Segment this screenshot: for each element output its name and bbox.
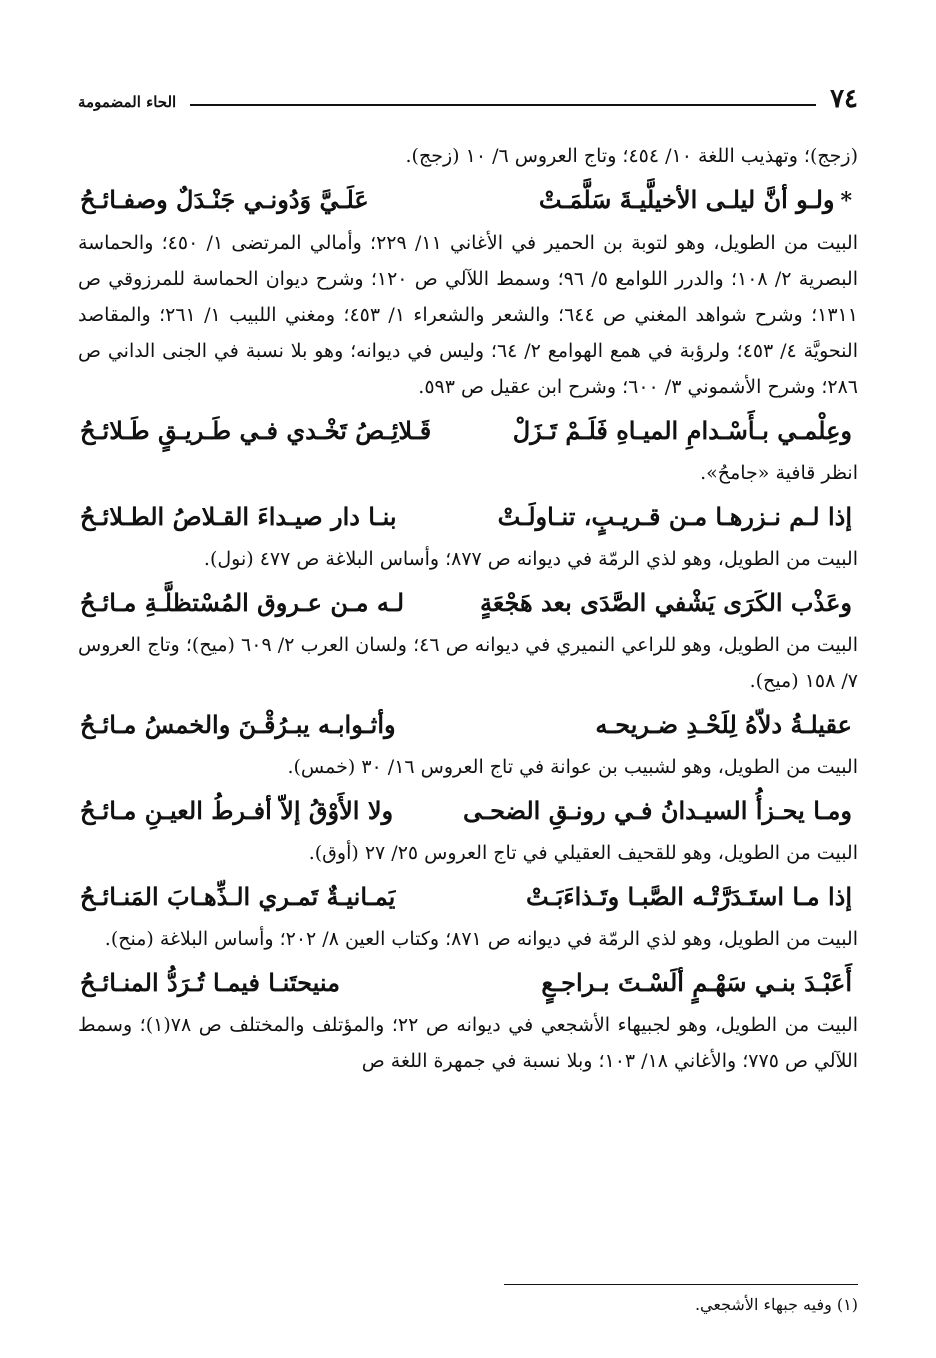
source-note: انظر قافية «جامحُ».: [700, 462, 858, 484]
verse-first-hemistich: وعَذْب الكَرَى يَشْفي الصَّدَى بعد هَجْعَةٍ: [480, 588, 852, 617]
source-note: البيت من الطويل، وهو لشبيب بن عوانة في تاج العروس ١٦/ ٣٠ (خمس).: [287, 756, 858, 778]
verse-second-hemistich: بنـا دار صيـداءَ القـلاصُ الطـلائـحُ: [80, 502, 397, 531]
verse-first-hemistich: وعِلْمـي بـأَسْـدامِ الميـاهِ فَلَـمْ تَـزَلْ: [512, 416, 852, 445]
verse-second-hemistich: منيحتَنـا فيمـا تُـرَدُّ المنـائـحُ: [80, 968, 340, 997]
verse-first-hemistich: إذا مـا استَـدَرَّتْـه الصَّبـا وتَـذاءَبَـتْ: [526, 882, 852, 911]
source-note: البيت من الطويل، وهو لذي الرمّة في ديوانه ص ٨٧٧؛ وأساس البلاغة ص ٤٧٧ (نول).: [203, 548, 858, 570]
verse-first-hemistich: عقيلـةُ دلاّهُ لِلَحْـدِ ضـريحـه: [595, 710, 852, 739]
source-note: البيت من الطويل، وهو لتوبة بن الحمير في الأغاني ١١/ ٢٢٩؛ وأمالي المرتضى ١/ ٤٥٠؛ والحماسة البصرية ٢/ ١٠٨؛ والدرر اللوامع ٥/ ٩٦؛ وسمط اللآلي ص ١٢٠؛ وشرح ديوان الحماسة للمرزوقي ص ١٣١١؛ وشرح شواهد المغني ص ٦٤٤؛ والشعر والشعراء ١/ ٤٥٣؛ ومغني اللبيب ١/ ٢٦١؛ والمقاصد النحويَّة ٤/ ٤٥٣؛ ولرؤبة في همع الهوامع ٢/ ٦٤؛ وليس في ديوانه؛ وهو بلا نسبة في الجنى الداني ص ٢٨٦؛ وشرح الأشموني ٣/ ٦٠٠؛ وشرح ابن عقيل ص ٥٩٣.: [78, 232, 858, 398]
verse-second-hemistich: لـه مـن عـروق المُسْتظلَّـةِ مـائـحُ: [80, 588, 405, 617]
verse-first-hemistich: أَعَبْـدَ بنـي سَهْـمٍ ألَسْـتَ بـراجـعٍ: [541, 968, 852, 997]
source-note: البيت من الطويل، وهو لذي الرمّة في ديوانه ص ٨٧١؛ وكتاب العين ٨/ ٢٠٢؛ وأساس البلاغة (منح).: [104, 928, 858, 950]
source-note: البيت من الطويل، وهو لجبيهاء الأشجعي في ديوانه ص ٢٢؛ والمؤتلف والمختلف ص ٧٨(١)؛ وسمط اللآلي ص ٧٧٥؛ والأغاني ١٨/ ١٠٣؛ وبلا نسبة في جمهرة اللغة ص: [78, 1014, 858, 1072]
verse-marker: *: [840, 188, 852, 214]
verse-line: [78, 178, 858, 223]
verse-second-hemistich: ولا الأَوْقُ إلاّ أفـرطُ العيـنِ مـائـحُ: [80, 796, 394, 825]
verse-first-hemistich: ومـا يحـزأُ السيـدانُ فـي رونـقِ الضحـى: [463, 796, 852, 825]
header-rule: [190, 104, 816, 106]
footnote: (١) وفيه جبهاء الأشجعي.: [694, 1295, 858, 1314]
verse-line: [78, 789, 858, 833]
source-note: (زجج)؛ وتهذيب اللغة ١٠/ ٤٥٤؛ وتاج العروس ٦/ ١٠ (زجج).: [405, 145, 858, 167]
page-body: [78, 138, 858, 1079]
verse-line: [78, 875, 858, 919]
verse-second-hemistich: وأثـوابـه يبـرُقْـنَ والخمسُ مـائـحُ: [80, 710, 396, 739]
source-note: البيت من الطويل، وهو للقحيف العقيلي في تاج العروس ٢٥/ ٢٧ (أوق).: [308, 842, 858, 864]
verse-line: [78, 495, 858, 539]
verse-second-hemistich: يَمـانيـةٌ تَمـري الـذِّهـابَ المَنـائـحُ: [80, 882, 396, 911]
source-note: البيت من الطويل، وهو للراعي النميري في ديوانه ص ٤٦؛ ولسان العرب ٢/ ٦٠٩ (ميح)؛ وتاج العروس ٧/ ١٥٨ (ميح).: [78, 634, 858, 692]
verse-line: [78, 409, 858, 453]
verse-first-hemistich: [539, 178, 858, 223]
book-page: [78, 0, 858, 1358]
verse-second-hemistich: عَلَـيَّ وَدُونـي جَنْـدَلٌ وصفـائـحُ: [80, 185, 369, 214]
verse-first-hemistich: إذا لـم نـزرهـا مـن قـريـبٍ، تنـاولَـتْ: [497, 502, 852, 531]
verse-line: [78, 703, 858, 747]
chapter-title: الحاء المضمومة: [78, 93, 177, 111]
verse-line: [78, 581, 858, 625]
page-number: ٧٤: [830, 84, 858, 114]
footnote-separator: [504, 1284, 858, 1285]
verse-line: [78, 961, 858, 1005]
verse-first-text: ولـو أنَّ ليلـى الأخيلَّيـةَ سَلَّمَـتْ: [538, 185, 835, 214]
page-header: [78, 84, 858, 112]
verse-second-hemistich: قَـلائِـصُ تَخْـدي فـي طَـريـقٍ طَـلائـحُ: [80, 416, 432, 445]
